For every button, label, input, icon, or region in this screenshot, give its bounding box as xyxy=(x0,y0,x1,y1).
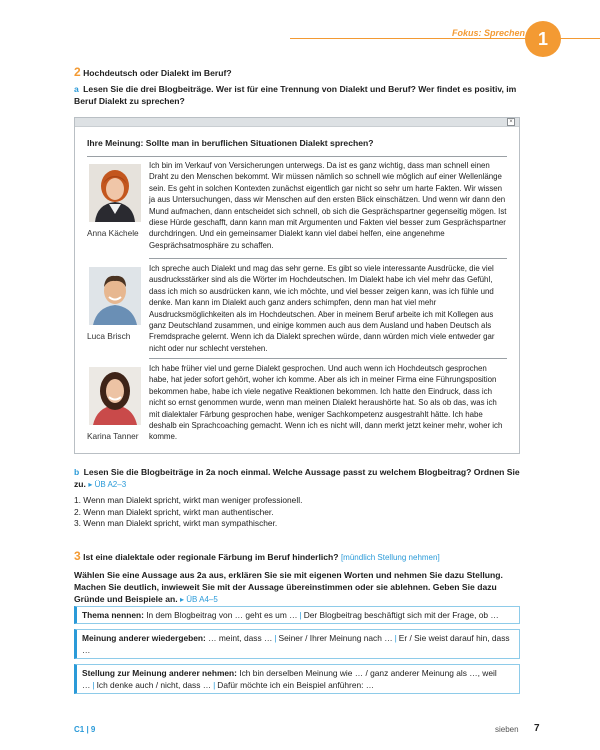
phrase: Ich denke auch / nicht, dass … xyxy=(96,680,212,690)
portrait-photo-luca xyxy=(89,267,141,325)
post-text: Ich habe früher viel und gerne Dialekt gesprochen. Und auch wenn ich Hochdeutsch gesprochen habe, hat jeder sofort gehört, woher ich komme. Aber als ich in meiner Firma eine Führungsposition bekommen habe, habe ich viele negative Reaktionen bekommen. Ich hatte den Eindruck, dass ich nicht so ernst genommen wurde, wenn man meinen Dialekt heraushörte hat. So als ob das, was ich mit dialektaler Färbung gesprochen habe, weniger Sachkompetenz ausgestrahlt hätte. Ich habe deshalb ein Sprachcoaching gemacht. Wenn ich es nicht will, dann merkt jetzt keiner mehr, woher ich komme. xyxy=(149,364,503,442)
author-name: Anna Kächele xyxy=(87,228,139,238)
list-item: 3. Wenn man Dialekt spricht, wirkt man sympathischer. xyxy=(74,518,278,528)
section-2-title: Hochdeutsch oder Dialekt im Beruf? xyxy=(83,68,232,78)
blog-post xyxy=(87,261,507,357)
divider xyxy=(87,156,507,157)
section-3-heading xyxy=(74,550,520,564)
phrase: In dem Blogbeitrag von … geht es um … xyxy=(146,610,298,620)
phrase-box-thema xyxy=(74,606,520,624)
portrait-photo-anna xyxy=(89,164,141,222)
separator: | xyxy=(92,680,95,690)
blog-post xyxy=(87,361,507,451)
statement-list xyxy=(74,495,302,530)
separator: | xyxy=(394,633,397,643)
section-3-tag: [mündlich Stellung nehmen] xyxy=(340,553,440,562)
section-2a-letter: a xyxy=(74,84,79,94)
phrase: Seiner / Ihrer Meinung nach … xyxy=(278,633,393,643)
unit-number-badge: 1 xyxy=(525,21,561,57)
exercise-reference: ▸ ÜB A4–5 xyxy=(180,595,218,604)
phrase: Dafür möchte ich ein Beispiel anführen: … xyxy=(217,680,375,690)
blog-post xyxy=(87,158,507,254)
post-text: Ich bin im Verkauf von Versicherungen unterwegs. Da ist es ganz wichtig, dass man schnell einen Draht zu den Menschen bekommt. Wir müssen nämlich so schnell wie möglich auf einer Wellenlänge sein. Es geht in solchen Kontexten zunächst eigentlich gar nicht so sehr um harte Fakten. Wir wissen ja aus Untersuchungen, dass wir Menschen auf den ersten Blick einschätzen. Und wenn wir dann den Mund aufmachen, dann entscheidet sich schnell, ob sich die Gesprächspartner gegenseitig mögen. Ist diese Hürde geschafft, dann kann man mit Argumenten und Fakten viel besser zum Gesprächspartner durchdringen. Und ein gemeinsamer Dialekt kann viel dabei helfen, eine angenehme Gesprächsatmosphäre zu schaffen. xyxy=(149,161,507,250)
blog-heading: Ihre Meinung: Sollte man in beruflichen Situationen Dialekt sprechen? xyxy=(87,138,374,148)
section-3-title: Ist eine dialektale oder regionale Färbung im Beruf hinderlich? xyxy=(83,552,339,562)
separator: | xyxy=(299,610,302,620)
section-3-instruction xyxy=(74,569,520,606)
section-2b-instruction xyxy=(74,466,520,491)
phrase-box-label: Stellung zur Meinung anderer nehmen: xyxy=(82,668,237,678)
section-3-number: 3 xyxy=(74,549,81,563)
phrase-box-stellung xyxy=(74,664,520,694)
section-3-text: Wählen Sie eine Aussage aus 2a aus, erklären Sie sie mit eigenen Worten und nehmen Sie dazu Stellung. Machen Sie deutlich, inwieweit Sie mit der Aussage übereinstimmen oder sie ablehnen. Geben Sie dazu Gründe und Beispiele an. xyxy=(74,570,503,604)
phrase: … meint, dass … xyxy=(208,633,273,643)
phrase: Der Blogbeitrag beschäftigt sich mit der Frage, ob … xyxy=(303,610,499,620)
author-name: Karina Tanner xyxy=(87,431,139,441)
level-label: C1 | 9 xyxy=(74,725,96,734)
phrase: Er / Sie weist darauf hin, dass … xyxy=(82,633,510,655)
header-label: Fokus: Sprechen xyxy=(452,28,526,38)
phrase: Ich bin derselben Meinung wie … / ganz anderer Meinung als …, weil … xyxy=(82,668,497,690)
phrase-box-label: Thema nennen: xyxy=(82,610,144,620)
portrait-photo-karina xyxy=(89,367,141,425)
section-2-number: 2 xyxy=(74,65,81,79)
post-text: Ich spreche auch Dialekt und mag das sehr gerne. Es gibt so viele interessante Ausdrücke, die viel ausdrucksstärker sind als die Wörter im Hochdeutschen. Im Dialekt habe ich viel mehr das Gefühl, dass ich mich so ausdrücken kann, wie ich möchte, und viel besser zeigen kann, was ich fühle und denke. Man kann im Dialekt auch ganz anders schimpfen, denn man hat viel mehr Ausdrucksmöglichkeiten als im Hochdeutschen. Aber in meinem Beruf arbeite ich mit Kollegen aus ganz Deutschland zusammen, und einige kommen auch aus dem Ausland und haben Deutsch als Fremdsprache gelernt. Wenn ich da Dialekt sprechen würde, dann würden mich viele entweder gar nicht oder nur schlecht verstehen. xyxy=(149,264,495,353)
blog-titlebar xyxy=(75,118,519,127)
list-item: 1. Wenn man Dialekt spricht, wirkt man weniger professionell. xyxy=(74,495,303,505)
author-name: Luca Brisch xyxy=(87,331,131,341)
page-word: sieben xyxy=(495,725,519,734)
section-2a-instruction xyxy=(74,83,520,107)
divider xyxy=(149,258,507,259)
divider xyxy=(149,358,507,359)
blog-window xyxy=(74,117,520,454)
section-2b-text: Lesen Sie die Blogbeiträge in 2a noch einmal. Welche Aussage passt zu welchem Blogbeitrag? Ordnen Sie zu. xyxy=(74,467,520,489)
phrase-box-label: Meinung anderer wiedergeben: xyxy=(82,633,206,643)
close-icon[interactable]: × xyxy=(507,118,515,126)
exercise-reference: ▸ ÜB A2–3 xyxy=(88,480,127,489)
page-number: 7 xyxy=(534,723,540,734)
separator: | xyxy=(274,633,277,643)
section-2-heading xyxy=(74,66,232,79)
section-2a-text: Lesen Sie die drei Blogbeiträge. Wer ist für eine Trennung von Dialekt und Beruf? Wer findet es positiv, im Beruf Dialekt zu sprechen? xyxy=(74,84,517,106)
phrase-box-meinung xyxy=(74,629,520,659)
separator: | xyxy=(213,680,216,690)
list-item: 2. Wenn man Dialekt spricht, wirkt man authentischer. xyxy=(74,506,274,517)
section-2b-letter: b xyxy=(74,467,80,477)
